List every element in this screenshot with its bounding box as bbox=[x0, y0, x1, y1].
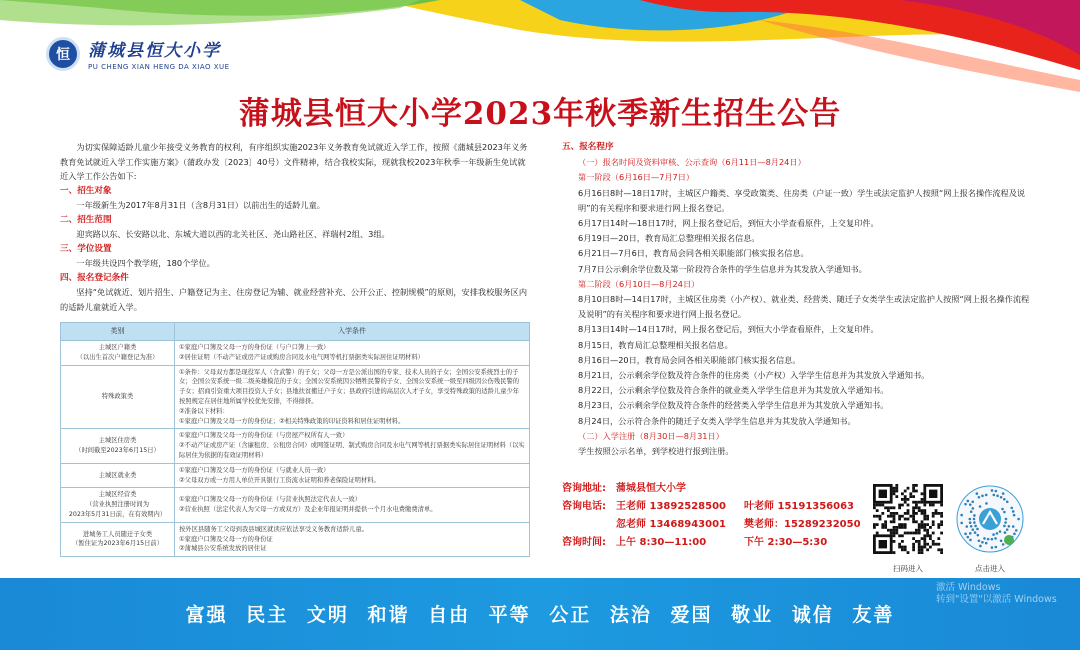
address-value: 蒲城县恒大小学 bbox=[616, 483, 686, 494]
table-cell-category: 主城区经营类 （营业执照注册时间为 2023年5月31日前，在有效期内） bbox=[61, 488, 175, 522]
procedure-line: 8月21日，公示剩余学位数及符合条件的住房类（小产权）入学学生信息并为其发放入学通知书。 bbox=[578, 370, 930, 381]
table-cell-category: 主城区就业类 bbox=[61, 463, 175, 488]
core-values: 富强 民主 文明 和谐 自由 平等 公正 法治 爱国 敬业 诚信 友善 bbox=[185, 604, 895, 626]
procedure-line: 6月16日8时—18日17时，主城区户籍类、享受政策类、住房类（户证一致）学生或法定监护人按照“网上报名操作流程及说明”的有关程序和要求进行网上报名登记。 bbox=[578, 187, 1026, 213]
header-banner bbox=[0, 0, 1080, 92]
qr-code-icon bbox=[873, 484, 943, 554]
table-row bbox=[61, 488, 530, 522]
procedure-sub1: （一）报名时间及资料审核、公示查询（6月11日—8月24日） bbox=[578, 157, 806, 168]
phase2-heading: 第二阶段（6月10日—8月24日） bbox=[578, 278, 700, 289]
table-cell-category: 进城务工人员随迁子女类 （暂住证为2023年6月15日前） bbox=[61, 522, 175, 556]
time-am: 上午 8:30—11:00 bbox=[616, 537, 707, 548]
watermark-line2: 转到"设置"以激活 Windows bbox=[936, 594, 1057, 605]
section-body: 迎宾路以东、长安路以北、东城大道以西的北关社区、尧山路社区、祥瑞村2组、3组。 bbox=[76, 229, 390, 239]
table-cell-conditions: ①家庭户口簿及父母一方的身份证（与营业执照法定代表人一致） ②营业执照（法定代表人为父母一方或双方）及企业年报证明并提供一个月水电费缴费清单。 bbox=[175, 488, 530, 522]
procedure-sub2-body: 学生按照公示名单，到学校进行报到注册。 bbox=[578, 446, 734, 457]
section-body: 一年级共设四个教学班，180个学位。 bbox=[76, 258, 215, 268]
intro-paragraph: 为切实保障适龄儿童少年接受义务教育的权利，有序组织实施2023年义务教育免试就近入学工作，按照《蒲城县2023年义务教育免试就近入学工作实施方案》（蒲政办发〔2023〕40号）文件精神，结合我校实际，现就我校2023年秋季一年级新生免试就近入学工作公告如下: bbox=[60, 142, 528, 181]
section-heading: 一、招生对象 bbox=[60, 185, 112, 196]
table-header-conditions: 入学条件 bbox=[175, 323, 530, 341]
procedure-line: 8月15日，教育局汇总整理相关报名信息。 bbox=[578, 339, 733, 350]
section-body: 一年级新生为2017年8月31日（含8月31日）以前出生的适龄儿童。 bbox=[76, 200, 325, 210]
section-heading: 三、学位设置 bbox=[60, 243, 112, 254]
table-row bbox=[61, 429, 530, 463]
phone-fan: 樊老师：15289232050 bbox=[744, 519, 861, 530]
right-column bbox=[562, 140, 1032, 459]
table-row bbox=[61, 522, 530, 556]
procedure-line: 8月13日14时—14日17时，网上报名登记后，到恒大小学查看原件，上交复印件。 bbox=[578, 324, 879, 335]
table-cell-category: 主城区住房类 （时间截至2023年6月15日） bbox=[61, 429, 175, 463]
table-cell-conditions: ①家庭户口簿及父母一方的身份证（与就业人员一致） ②父母双方或一方用人单位开具银行工资流水证明和养老保险证明材料。 bbox=[175, 463, 530, 488]
requirements-table bbox=[60, 322, 530, 557]
school-logo bbox=[46, 36, 230, 71]
logo-emblem-icon: 恒 bbox=[46, 37, 80, 71]
procedure-heading: 五、报名程序 bbox=[562, 142, 614, 152]
phone-ye: 叶老师 15191356063 bbox=[744, 501, 855, 512]
watermark-line1: 激活 Windows bbox=[936, 582, 1001, 593]
table-row bbox=[61, 365, 530, 429]
phone-wang: 王老师 13892528500 bbox=[616, 501, 727, 512]
procedure-line: 8月24日，公示符合条件的随迁子女类入学学生信息并为其发放入学通知书。 bbox=[578, 415, 856, 426]
table-header-category: 类别 bbox=[61, 323, 175, 341]
left-column bbox=[60, 140, 530, 557]
procedure-line: 6月17日14时—18日17时，网上报名登记后，到恒大小学查看原件，上交复印件。 bbox=[578, 218, 879, 229]
table-cell-category: 特殊政策类 bbox=[61, 365, 175, 429]
mini-program-code-icon bbox=[955, 484, 1025, 554]
time-pm: 下午 2:30—5:30 bbox=[744, 537, 828, 548]
logo-en-text: PU CHENG XIAN HENG DA XIAO XUE bbox=[88, 63, 230, 71]
table-cell-category: 主城区户籍类 （以出生首次户籍登记为准） bbox=[61, 341, 175, 366]
procedure-line: 6月19日—20日，教育局汇总整理相关报名信息。 bbox=[578, 233, 760, 244]
phone-hu: 忽老师 13468943001 bbox=[616, 519, 727, 530]
qr-scan-caption: 扫码进入 bbox=[893, 564, 923, 573]
section-heading: 二、招生范围 bbox=[60, 214, 112, 225]
mini-program-code[interactable] bbox=[954, 484, 1026, 574]
procedure-sub2: （二）入学注册（8月30日—8月31日） bbox=[578, 430, 724, 441]
procedure-line: 8月23日，公示剩余学位数及符合条件的经营类入学学生信息并为其发放入学通知书。 bbox=[578, 400, 889, 411]
section-heading: 四、报名登记条件 bbox=[60, 272, 129, 283]
procedure-line: 7月7日公示剩余学位数及第一阶段符合条件的学生信息并为其发放入学通知书。 bbox=[578, 263, 867, 274]
table-cell-conditions: ①家庭户口簿及父母一方的身份证（与房屋产权所有人一致） ②不动产证或房产证（含廉租房、公租房合同）或网签证明、制式购房合同及水电气网等机打票据类实际居住证明材料（以实际居住为依据的有效证明材料） bbox=[175, 429, 530, 463]
phase1-heading: 第一阶段（6月16日—7月7日） bbox=[578, 172, 695, 183]
procedure-line: 8月10日8时—14日17时，主城区住房类（小产权）、就业类、经营类、随迁子女类学生或法定监护人按照“网上报名操作流程及说明”的有关程序和要求进行网上报名登记。 bbox=[578, 294, 1030, 320]
table-row bbox=[61, 463, 530, 488]
logo-cn-text: 蒲城县恒大小学 bbox=[88, 41, 221, 61]
procedure-line: 6月21日—7月6日，教育局会同各相关职能部门核实报名信息。 bbox=[578, 248, 809, 259]
time-label: 咨询时间: bbox=[562, 537, 606, 548]
table-row bbox=[61, 341, 530, 366]
windows-watermark bbox=[936, 582, 1057, 606]
procedure-line: 8月16日—20日，教育局会同各相关职能部门核实报名信息。 bbox=[578, 354, 801, 365]
table-cell-conditions: ①条件：父母双方都是现役军人（含武警）的子女；父母一方是公派出国的专家、技术人员的子女；全国公安系统烈士的子女；全国公安系统一级二级英雄模范的子女；全国公安系统因公牺牲民警的子女、全国公安系统一级至四级因公伤残民警的子女；招商引资重大项目投资人子女；县地扶贫搬迁户子女；县政府引进的高层次人才子女，享受特殊政策的适龄儿童少年按照规定在居住地所属学校优先安排，不得排挤。 ②准备以下材料： ①家庭户口簿及父母一方的身份证；②相关特殊政策的印证资料和居住证明材料。 bbox=[175, 365, 530, 429]
table-cell-conditions: ①家庭户口簿及父母一方的身份证（与户口簿上一致） ②居住证明（不动产证或房产证或购房合同及水电气网等机打票据类实际居住证明材料） bbox=[175, 341, 530, 366]
phone-label: 咨询电话: bbox=[562, 501, 606, 512]
contact-block bbox=[562, 480, 872, 552]
address-label: 咨询地址: bbox=[562, 483, 606, 494]
procedure-line: 8月22日，公示剩余学位数及符合条件的就业类入学学生信息并为其发放入学通知书。 bbox=[578, 385, 889, 396]
qr-code-scan[interactable] bbox=[872, 484, 944, 574]
page-title: 蒲城县恒大小学2023年秋季新生招生公告 bbox=[238, 96, 842, 132]
mini-program-caption: 点击进入 bbox=[975, 564, 1005, 573]
section-body: 坚持“免试就近、划片招生、户籍登记为主、住房登记为辅、就业经营补充、公开公正、控制规模”的原则，安排我校服务区内的适龄儿童就近入学。 bbox=[60, 287, 528, 312]
table-cell-conditions: 按外区县随务工父母到我县城区就读应依法享受义务教育适龄儿童。 ①家庭户口簿及父母一方的身份证 ②蒲城县公安系统发放的居住证 bbox=[175, 522, 530, 556]
